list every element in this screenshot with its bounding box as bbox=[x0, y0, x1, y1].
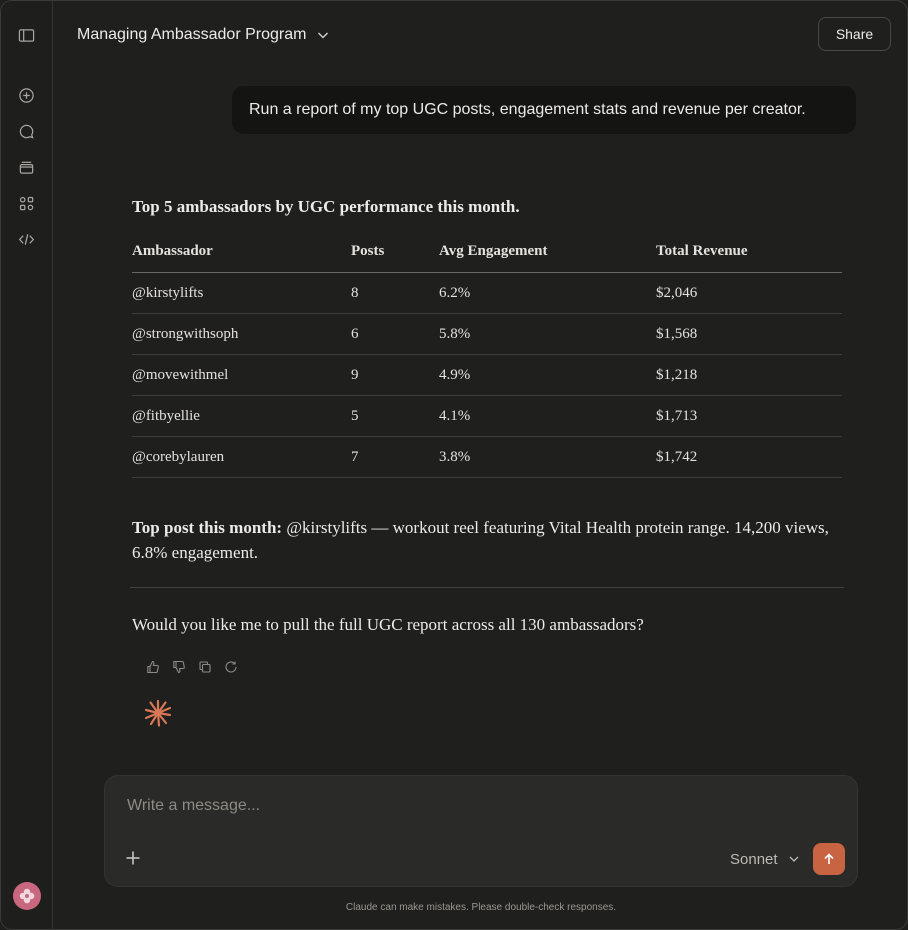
disclaimer-text: Claude can make mistakes. Please double-check responses. bbox=[345, 902, 617, 913]
top-post-text: @kirstylifts — workout reel featuring Vital Health protein range. 14,200 views, 6.8% engagement. bbox=[132, 518, 829, 562]
table-cell: $1,218 bbox=[656, 355, 842, 396]
table-cell: 4.9% bbox=[439, 355, 656, 396]
arrow-up-icon bbox=[822, 852, 836, 866]
thumbs-up-icon[interactable] bbox=[145, 659, 160, 674]
follow-up-question: Would you like me to pull the full UGC report across all 130 ambassadors? bbox=[132, 615, 644, 634]
table-cell: 5 bbox=[351, 396, 439, 437]
table-row bbox=[132, 314, 842, 355]
conversation-title-text: Managing Ambassador Program bbox=[77, 26, 307, 43]
top-post-label: Top post this month: bbox=[132, 518, 283, 537]
table-row bbox=[132, 273, 842, 314]
claude-spark-icon bbox=[143, 698, 173, 728]
divider bbox=[130, 587, 844, 588]
sidebar-toggle-icon[interactable] bbox=[17, 26, 35, 44]
table-cell: 5.8% bbox=[439, 314, 656, 355]
table-header-row bbox=[132, 231, 842, 273]
table-row bbox=[132, 396, 842, 437]
table-cell: $1,568 bbox=[656, 314, 842, 355]
table-cell: 4.1% bbox=[439, 396, 656, 437]
table-cell: @strongwithsoph bbox=[132, 314, 351, 355]
send-button[interactable] bbox=[813, 843, 845, 875]
chevron-down-icon bbox=[788, 853, 800, 865]
share-button[interactable]: Share bbox=[818, 17, 891, 51]
table-cell: $1,713 bbox=[656, 396, 842, 437]
flower-icon bbox=[18, 887, 36, 905]
table-cell: @corebylauren bbox=[132, 437, 351, 478]
table-cell: 6 bbox=[351, 314, 439, 355]
artifacts-icon[interactable] bbox=[17, 194, 35, 212]
ugc-performance-table bbox=[132, 231, 842, 478]
table-row bbox=[132, 355, 842, 396]
table-header-cell: Total Revenue bbox=[656, 231, 842, 273]
table-cell: 3.8% bbox=[439, 437, 656, 478]
top-post-summary bbox=[132, 515, 844, 565]
plus-icon bbox=[124, 849, 142, 867]
table-cell: 7 bbox=[351, 437, 439, 478]
avatar[interactable] bbox=[13, 882, 41, 910]
user-message: Run a report of my top UGC posts, engagement stats and revenue per creator. bbox=[232, 86, 856, 134]
copy-icon[interactable] bbox=[197, 659, 212, 674]
model-selector[interactable] bbox=[730, 849, 800, 869]
table-cell: @kirstylifts bbox=[132, 273, 351, 314]
code-icon[interactable] bbox=[17, 230, 35, 248]
message-composer bbox=[104, 775, 858, 887]
table-cell: $2,046 bbox=[656, 273, 842, 314]
projects-icon[interactable] bbox=[17, 158, 35, 176]
chevron-down-icon bbox=[316, 28, 330, 42]
message-input[interactable] bbox=[125, 794, 729, 818]
message-actions bbox=[145, 659, 238, 674]
table-cell: $1,742 bbox=[656, 437, 842, 478]
table-cell: 8 bbox=[351, 273, 439, 314]
table-header-cell: Ambassador bbox=[132, 231, 351, 273]
conversation-title[interactable] bbox=[77, 25, 330, 45]
response-heading: Top 5 ambassadors by UGC performance this month. bbox=[132, 197, 520, 216]
thumbs-down-icon[interactable] bbox=[171, 659, 186, 674]
add-attachment-button[interactable] bbox=[124, 849, 142, 867]
sidebar bbox=[1, 1, 53, 929]
table-row bbox=[132, 437, 842, 478]
table-header-cell: Avg Engagement bbox=[439, 231, 656, 273]
table-cell: 6.2% bbox=[439, 273, 656, 314]
chats-icon[interactable] bbox=[17, 122, 35, 140]
model-name: Sonnet bbox=[730, 850, 778, 868]
table-cell: @movewithmel bbox=[132, 355, 351, 396]
table-cell: @fitbyellie bbox=[132, 396, 351, 437]
retry-icon[interactable] bbox=[223, 659, 238, 674]
table-header-cell: Posts bbox=[351, 231, 439, 273]
new-chat-icon[interactable] bbox=[17, 86, 35, 104]
table-cell: 9 bbox=[351, 355, 439, 396]
